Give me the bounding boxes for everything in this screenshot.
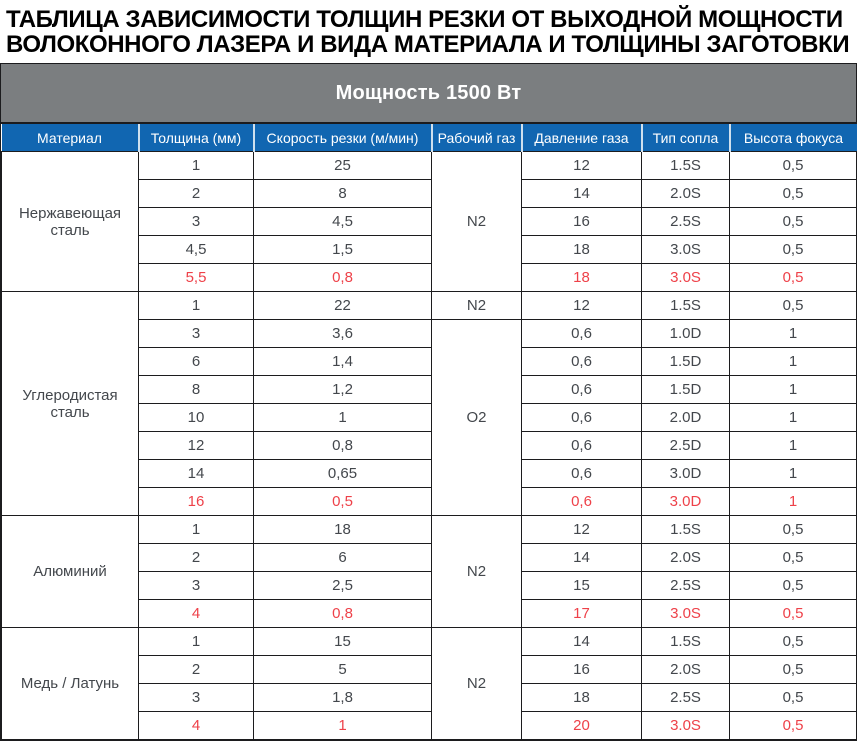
focus-cell: 1 [730,320,857,348]
nozzle-cell: 3.0D [642,460,730,488]
nozzle-cell: 3.0S [642,712,730,740]
thickness-cell: 16 [139,488,254,516]
material-cell: Нержавеющая сталь [2,152,139,292]
table-row [2,516,857,544]
pressure-cell: 0,6 [522,376,642,404]
speed-cell: 0,8 [254,432,432,460]
focus-cell: 1 [730,348,857,376]
nozzle-cell: 2.5D [642,432,730,460]
speed-cell: 8 [254,180,432,208]
table-row [2,628,857,656]
nozzle-cell: 1.5S [642,628,730,656]
focus-cell: 0,5 [730,236,857,264]
col-header-thickness: Толщина (мм) [139,124,254,152]
focus-cell: 0,5 [730,152,857,180]
material-cell: Углеродистая сталь [2,292,139,516]
thickness-cell: 5,5 [139,264,254,292]
speed-cell: 5 [254,656,432,684]
speed-cell: 15 [254,628,432,656]
speed-cell: 0,5 [254,488,432,516]
thickness-cell: 3 [139,684,254,712]
focus-cell: 1 [730,376,857,404]
focus-cell: 0,5 [730,180,857,208]
speed-cell: 1,2 [254,376,432,404]
focus-cell: 0,5 [730,292,857,320]
material-cell: Медь / Латунь [2,628,139,740]
speed-cell: 1,8 [254,684,432,712]
speed-cell: 22 [254,292,432,320]
nozzle-cell: 2.5S [642,572,730,600]
nozzle-cell: 1.5D [642,376,730,404]
pressure-cell: 16 [522,208,642,236]
material-cell: Алюминий [2,516,139,628]
speed-cell: 3,6 [254,320,432,348]
thickness-cell: 14 [139,460,254,488]
pressure-cell: 14 [522,180,642,208]
focus-cell: 0,5 [730,712,857,740]
pressure-cell: 20 [522,712,642,740]
thickness-cell: 3 [139,320,254,348]
thickness-cell: 4,5 [139,236,254,264]
table-header [2,124,857,152]
page-title-line-1: ТАБЛИЦА ЗАВИСИМОСТИ ТОЛЩИН РЕЗКИ ОТ ВЫХОДНОЙ МОЩНОСТИ [6,6,843,33]
speed-cell: 2,5 [254,572,432,600]
speed-cell: 1 [254,404,432,432]
pressure-cell: 12 [522,516,642,544]
nozzle-cell: 2.0S [642,544,730,572]
col-header-nozzle: Тип сопла [642,124,730,152]
page-title [0,0,859,63]
thickness-cell: 1 [139,516,254,544]
nozzle-cell: 2.0D [642,404,730,432]
thickness-cell: 3 [139,572,254,600]
focus-cell: 0,5 [730,516,857,544]
thickness-cell: 1 [139,628,254,656]
parameters-table-wrapper [0,63,857,741]
pressure-cell: 0,6 [522,348,642,376]
power-header: Мощность 1500 Вт [1,64,856,124]
pressure-cell: 0,6 [522,404,642,432]
pressure-cell: 14 [522,544,642,572]
focus-cell: 1 [730,488,857,516]
focus-cell: 0,5 [730,684,857,712]
focus-cell: 0,5 [730,264,857,292]
nozzle-cell: 2.5S [642,684,730,712]
thickness-cell: 12 [139,432,254,460]
gas-cell: N2 [432,516,522,628]
thickness-cell: 6 [139,348,254,376]
speed-cell: 25 [254,152,432,180]
nozzle-cell: 1.5D [642,348,730,376]
thickness-cell: 4 [139,600,254,628]
nozzle-cell: 2.0S [642,656,730,684]
nozzle-cell: 3.0S [642,600,730,628]
focus-cell: 0,5 [730,600,857,628]
table-row [2,152,857,180]
thickness-cell: 2 [139,544,254,572]
gas-cell: N2 [432,292,522,320]
pressure-cell: 0,6 [522,460,642,488]
focus-cell: 1 [730,432,857,460]
thickness-cell: 1 [139,152,254,180]
speed-cell: 0,8 [254,264,432,292]
pressure-cell: 18 [522,236,642,264]
focus-cell: 1 [730,460,857,488]
focus-cell: 0,5 [730,544,857,572]
nozzle-cell: 2.5S [642,208,730,236]
gas-cell: O2 [432,320,522,516]
pressure-cell: 14 [522,628,642,656]
speed-cell: 18 [254,516,432,544]
nozzle-cell: 3.0S [642,264,730,292]
gas-cell: N2 [432,152,522,292]
page-title-line-2: ВОЛОКОННОГО ЛАЗЕРА И ВИДА МАТЕРИАЛА И ТОЛЩИНЫ ЗАГОТОВКИ [6,31,850,58]
col-header-focus: Высота фокуса [730,124,857,152]
thickness-cell: 10 [139,404,254,432]
pressure-cell: 18 [522,264,642,292]
nozzle-cell: 1.5S [642,152,730,180]
focus-cell: 0,5 [730,208,857,236]
nozzle-cell: 2.0S [642,180,730,208]
pressure-cell: 12 [522,292,642,320]
thickness-cell: 3 [139,208,254,236]
table-body [2,152,857,740]
pressure-cell: 16 [522,656,642,684]
nozzle-cell: 1.5S [642,292,730,320]
speed-cell: 4,5 [254,208,432,236]
speed-cell: 1,4 [254,348,432,376]
col-header-speed: Скорость резки (м/мин) [254,124,432,152]
nozzle-cell: 3.0D [642,488,730,516]
nozzle-cell: 1.5S [642,516,730,544]
speed-cell: 6 [254,544,432,572]
thickness-cell: 8 [139,376,254,404]
speed-cell: 0,65 [254,460,432,488]
pressure-cell: 0,6 [522,488,642,516]
col-header-pressure: Давление газа [522,124,642,152]
header-row [2,124,857,152]
speed-cell: 1,5 [254,236,432,264]
speed-cell: 0,8 [254,600,432,628]
thickness-cell: 1 [139,292,254,320]
focus-cell: 0,5 [730,656,857,684]
focus-cell: 0,5 [730,572,857,600]
focus-cell: 0,5 [730,628,857,656]
col-header-gas: Рабочий газ [432,124,522,152]
pressure-cell: 17 [522,600,642,628]
pressure-cell: 15 [522,572,642,600]
pressure-cell: 18 [522,684,642,712]
pressure-cell: 0,6 [522,320,642,348]
gas-cell: N2 [432,628,522,740]
speed-cell: 1 [254,712,432,740]
thickness-cell: 4 [139,712,254,740]
focus-cell: 1 [730,404,857,432]
pressure-cell: 12 [522,152,642,180]
table-row [2,292,857,320]
thickness-cell: 2 [139,180,254,208]
col-header-material: Материал [2,124,139,152]
nozzle-cell: 1.0D [642,320,730,348]
parameters-table [1,124,857,740]
pressure-cell: 0,6 [522,432,642,460]
thickness-cell: 2 [139,656,254,684]
nozzle-cell: 3.0S [642,236,730,264]
